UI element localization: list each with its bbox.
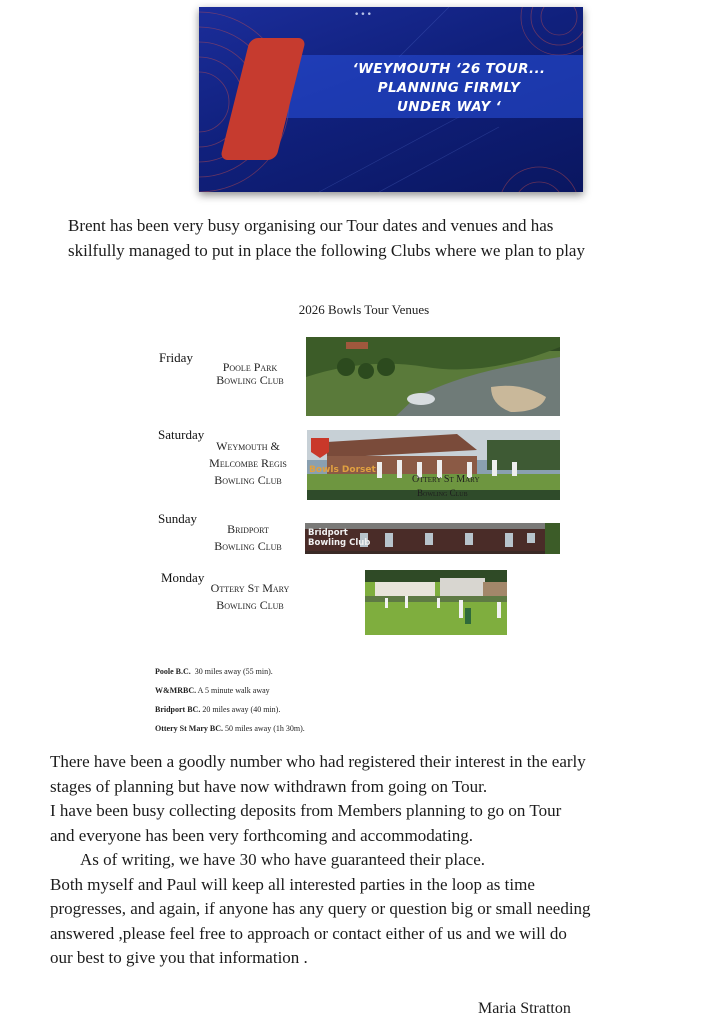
more-dots-icon: ••• [354, 10, 373, 20]
club-line: Bowling Club [216, 373, 284, 387]
photo-overlay-text: Bowls Dorset [309, 465, 376, 475]
distance-club: Bridport BC. [155, 705, 201, 714]
photo-overlay-text: Bowling Club [308, 538, 371, 548]
photo-overlay-text: Bowling Club [417, 488, 468, 498]
distance-item [155, 681, 305, 700]
body-line: stages of planning but have now withdrawn from going on Tour. [50, 776, 488, 796]
poole-park-photo [306, 337, 560, 416]
club-line: Weymouth & [216, 439, 280, 453]
distance-club: W&MRBC. [155, 686, 197, 695]
club-name-bridport [200, 521, 296, 555]
body-line: I have been busy collecting deposits from Members planning to go on Tour [50, 801, 562, 820]
body-line: There have been a goodly number who had registered their interest in the early [50, 752, 586, 771]
distance-item [155, 719, 305, 738]
distance-detail: 20 miles away (40 min). [202, 705, 281, 714]
distance-item [155, 700, 305, 719]
club-name-ottery [202, 580, 298, 614]
distance-detail: A 5 minute walk away [197, 686, 270, 695]
distance-detail: 50 miles away (1h 30m). [224, 724, 305, 733]
body-line: progresses, and again, if anyone has any query or question big or small needing [50, 899, 591, 918]
club-line: Bridport [227, 522, 269, 536]
intro-line: Brent has been very busy organising our Tour dates and venues and has [68, 216, 554, 235]
photo-overlay-text: Bridport [308, 528, 348, 538]
ottery-club-photo [365, 570, 507, 635]
club-line: Poole Park [222, 360, 278, 374]
body-line: Both myself and Paul will keep all interested parties in the loop as time [50, 874, 535, 894]
headline-line: ‘WEYMOUTH ‘26 TOUR... [352, 61, 546, 77]
headline-line: UNDER WAY ‘ [397, 99, 501, 115]
intro-paragraph [68, 213, 668, 263]
body-line: our best to give you that information . [50, 948, 308, 967]
distance-club: Poole B.C. [155, 667, 191, 676]
photo-overlay-text: Ottery St Mary [412, 474, 480, 485]
body-paragraph [50, 750, 690, 971]
club-name-weymouth [200, 438, 296, 489]
body-line: and everyone has been very forthcoming and accommodating. [50, 825, 473, 845]
day-label-monday: Monday [161, 570, 205, 585]
distance-detail: 30 miles away (55 min). [194, 667, 273, 676]
club-line: Melcombe Regis [209, 456, 287, 470]
day-label-saturday: Saturday [158, 427, 205, 442]
body-line: answered ,please feel free to approach or contact either of us and we will do [50, 923, 567, 943]
club-line: Bowling Club [214, 539, 282, 553]
headline-line: PLANNING FIRMLY [377, 80, 521, 96]
distance-club: Ottery St Mary BC. [155, 724, 223, 733]
club-line: Bowling Club [214, 473, 282, 487]
intro-line: skilfully managed to put in place the following Clubs where we plan to play [68, 241, 585, 260]
banner-headline [299, 60, 583, 117]
body-line: As of writing, we have 30 who have guaranteed their place. [80, 850, 486, 869]
club-line: Ottery St Mary [210, 581, 290, 595]
day-label-sunday: Sunday [158, 511, 197, 526]
distance-item [155, 662, 305, 681]
day-label-friday: Friday [159, 350, 193, 365]
club-name-poole [200, 361, 300, 387]
distances-list [155, 662, 305, 738]
author-signature: Maria Stratton [478, 1000, 571, 1017]
bridport-club-photo [305, 523, 560, 554]
weymouth-club-photo [307, 430, 560, 500]
club-line: Bowling Club [216, 598, 284, 612]
venues-title: 2026 Bowls Tour Venues [298, 302, 430, 317]
headline-banner [199, 7, 583, 192]
